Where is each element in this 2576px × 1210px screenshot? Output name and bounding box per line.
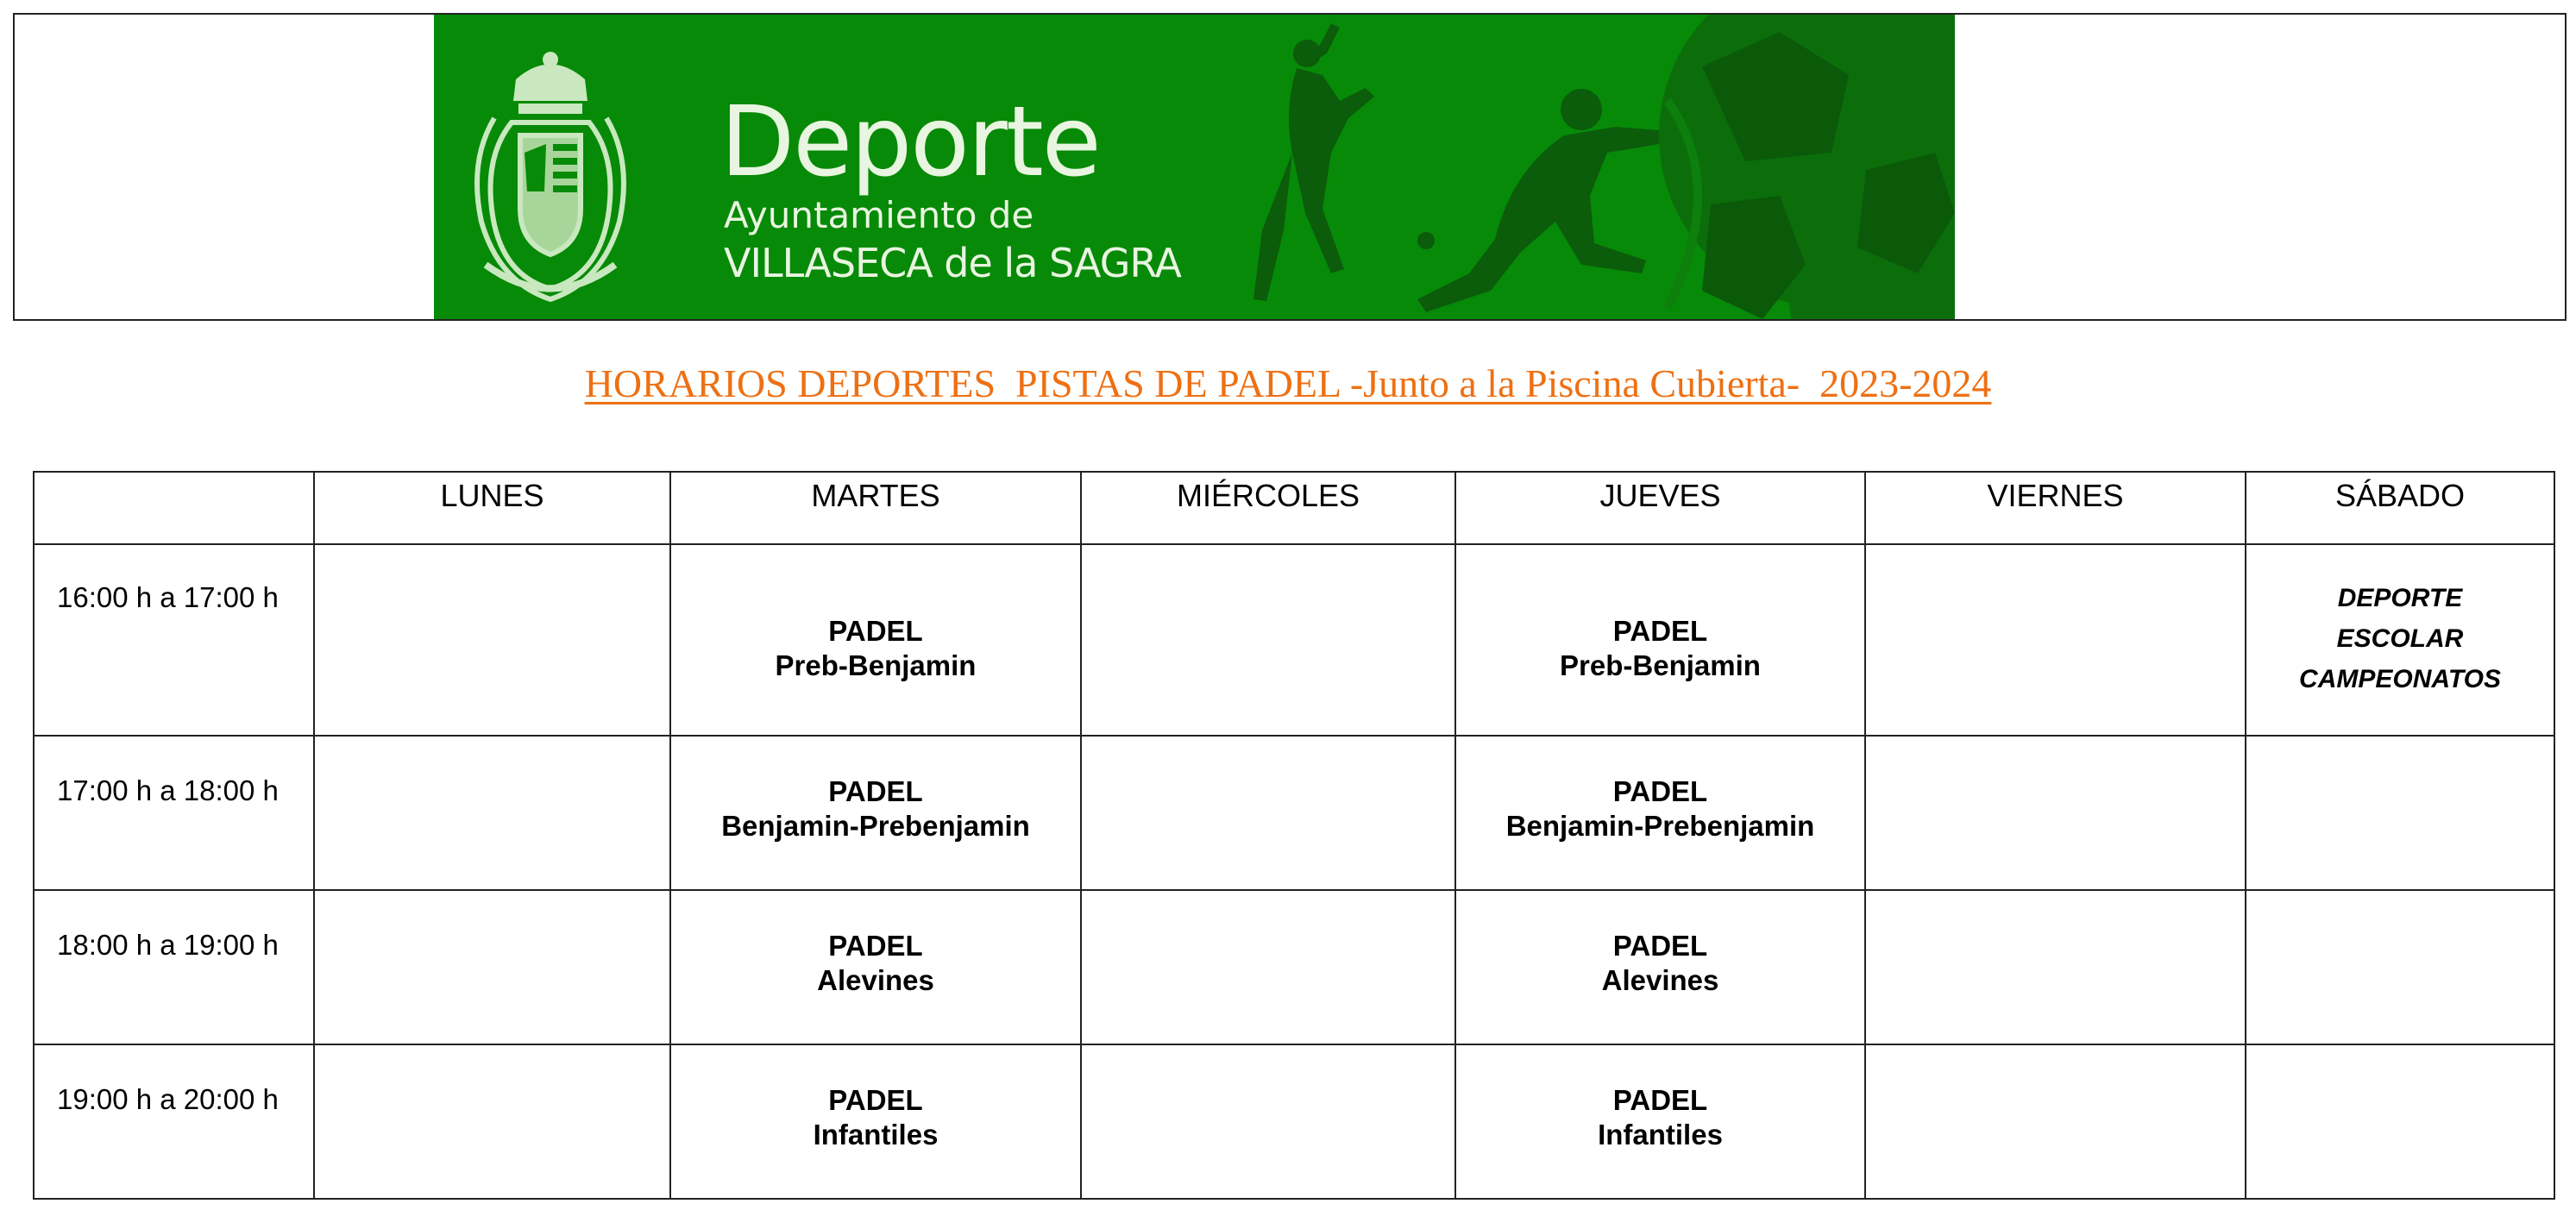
time-slot: 17:00 h a 18:00 h: [34, 736, 314, 890]
day-header-sabado: SÁBADO: [2246, 472, 2554, 544]
time-slot: 16:00 h a 17:00 h: [34, 544, 314, 736]
empty-cell: [2246, 890, 2554, 1044]
empty-cell: [1865, 736, 2246, 890]
empty-cell: [314, 1044, 670, 1199]
activity-cell: [670, 1044, 1081, 1199]
empty-cell: [1081, 1044, 1455, 1199]
time-slot: 19:00 h a 20:00 h: [34, 1044, 314, 1199]
soccer-ball-icon: [1659, 15, 1955, 319]
activity-group: Alevines: [817, 964, 934, 996]
activity-name: PADEL: [1612, 930, 1708, 962]
empty-cell: [314, 736, 670, 890]
empty-cell: [1081, 890, 1455, 1044]
empty-cell: [314, 544, 670, 736]
banner-artwork: [434, 15, 1955, 319]
activity-name: PADEL: [1612, 775, 1708, 807]
escolar-line: ESCOLAR: [2336, 624, 2464, 653]
time-slot: 18:00 h a 19:00 h: [34, 890, 314, 1044]
activity-group: Benjamin-Prebenjamin: [721, 810, 1030, 842]
empty-cell: [1865, 544, 2246, 736]
activity-cell: [1455, 736, 1865, 890]
activity-cell: [1455, 890, 1865, 1044]
corner-cell: [34, 472, 314, 544]
day-header-miercoles: MIÉRCOLES: [1081, 472, 1455, 544]
escolar-line: CAMPEONATOS: [2299, 665, 2501, 693]
activity-group: Infantiles: [1598, 1119, 1723, 1150]
banner-title: Deporte: [720, 86, 1100, 198]
activity-group: Alevines: [1601, 964, 1719, 996]
activity-group: Infantiles: [813, 1119, 939, 1150]
activity-name: PADEL: [1612, 615, 1708, 647]
empty-cell: [2246, 1044, 2554, 1199]
sports-silhouettes-icon: [1253, 23, 1668, 312]
activity-group: Preb-Benjamin: [775, 649, 977, 681]
activity-cell: [670, 736, 1081, 890]
day-header-lunes: LUNES: [314, 472, 670, 544]
activity-cell: [670, 890, 1081, 1044]
activity-name: PADEL: [828, 775, 923, 807]
empty-cell: [2246, 736, 2554, 890]
day-header-viernes: VIERNES: [1865, 472, 2246, 544]
coat-of-arms-icon: [477, 52, 624, 299]
banner-subtitle-villaseca: VILLASECA de la SAGRA: [724, 240, 1181, 286]
empty-cell: [1865, 1044, 2246, 1199]
day-header-martes: MARTES: [670, 472, 1081, 544]
schedule-table: [33, 471, 2555, 1200]
escolar-line: DEPORTE: [2337, 584, 2463, 612]
activity-name: PADEL: [828, 615, 923, 647]
header-row: [34, 472, 2554, 544]
table-row: [34, 736, 2554, 890]
deporte-escolar-cell: [2246, 544, 2554, 736]
activity-name: PADEL: [1612, 1084, 1708, 1116]
header-box: [13, 13, 2567, 321]
activity-group: Benjamin-Prebenjamin: [1505, 810, 1815, 842]
day-header-jueves: JUEVES: [1455, 472, 1865, 544]
activity-cell: [1455, 544, 1865, 736]
page-title: HORARIOS DEPORTES PISTAS DE PADEL -Junto a la Piscina Cubierta- 2023-2024: [584, 361, 1992, 405]
deporte-banner: [434, 15, 1955, 319]
activity-name: PADEL: [828, 1084, 923, 1116]
empty-cell: [1865, 890, 2246, 1044]
activity-group: Preb-Benjamin: [1560, 649, 1761, 681]
activity-name: PADEL: [828, 930, 923, 962]
empty-cell: [1081, 544, 1455, 736]
table-row: [34, 544, 2554, 736]
activity-cell: [670, 544, 1081, 736]
banner-subtitle-ayuntamiento: Ayuntamiento de: [724, 194, 1034, 236]
activity-cell: [1455, 1044, 1865, 1199]
table-row: [34, 1044, 2554, 1199]
table-row: [34, 890, 2554, 1044]
empty-cell: [1081, 736, 1455, 890]
empty-cell: [314, 890, 670, 1044]
